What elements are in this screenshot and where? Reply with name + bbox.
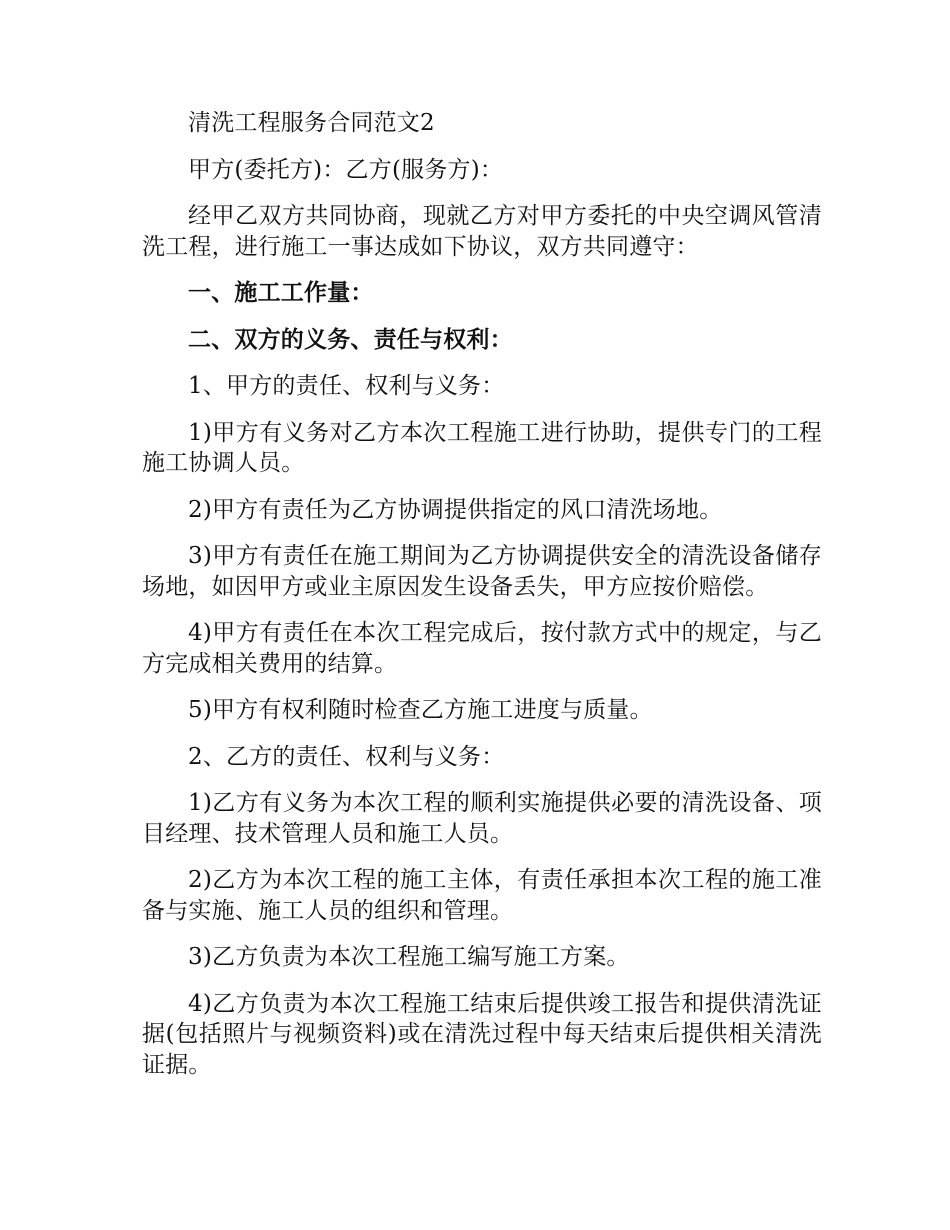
party-b-item-4: 4)乙方负责为本次工程施工结束后提供竣工报告和提供清洗证据(包括照片与视频资料)或在清洗过程中每天结束后提供相关清洗证据。	[142, 990, 822, 1078]
party-a-item-5: 5)甲方有权利随时检查乙方施工进度与质量。	[188, 697, 653, 723]
party-b-item-3: 3)乙方负责为本次工程施工编写施工方案。	[188, 944, 630, 970]
section-heading-obligations: 二、双方的义务、责任与权利：	[188, 325, 513, 353]
party-a-item-3: 3)甲方有责任在施工期间为乙方协调提供安全的清洗设备储存场地，如因甲方或业主原因发生设备丢失，甲方应按价赔偿。	[142, 543, 822, 600]
party-b-heading: 2、乙方的责任、权利与义务：	[188, 743, 505, 770]
parties-line: 甲方(委托方)：乙方(服务方)：	[188, 156, 504, 183]
party-a-item-2: 2)甲方有责任为乙方协调提供指定的风口清洗场地。	[188, 496, 723, 523]
intro-paragraph: 经甲乙双方共同协商，现就乙方对甲方委托的中央空调风管清洗工程，进行施工一事达成如下协议，双方共同遵守：	[142, 203, 822, 260]
party-b-item-2: 2)乙方为本次工程的施工主体，有责任承担本次工程的施工准备与实施、施工人员的组织和管理。	[142, 867, 822, 924]
document-page	[142, 108, 822, 1096]
section-heading-workload: 一、施工工作量：	[188, 279, 374, 306]
party-a-item-4: 4)甲方有责任在本次工程完成后，按付款方式中的规定，与乙方完成相关费用的结算。	[142, 620, 822, 677]
party-a-item-1: 1)甲方有义务对乙方本次工程施工进行协助，提供专门的工程施工协调人员。	[142, 419, 822, 476]
document-title: 清洗工程服务合同范文2	[188, 110, 435, 136]
party-a-heading: 1、甲方的责任、权利与义务：	[188, 373, 505, 399]
party-b-item-1: 1)乙方有义务为本次工程的顺利实施提供必要的清洗设备、项目经理、技术管理人员和施工人员。	[142, 790, 822, 847]
